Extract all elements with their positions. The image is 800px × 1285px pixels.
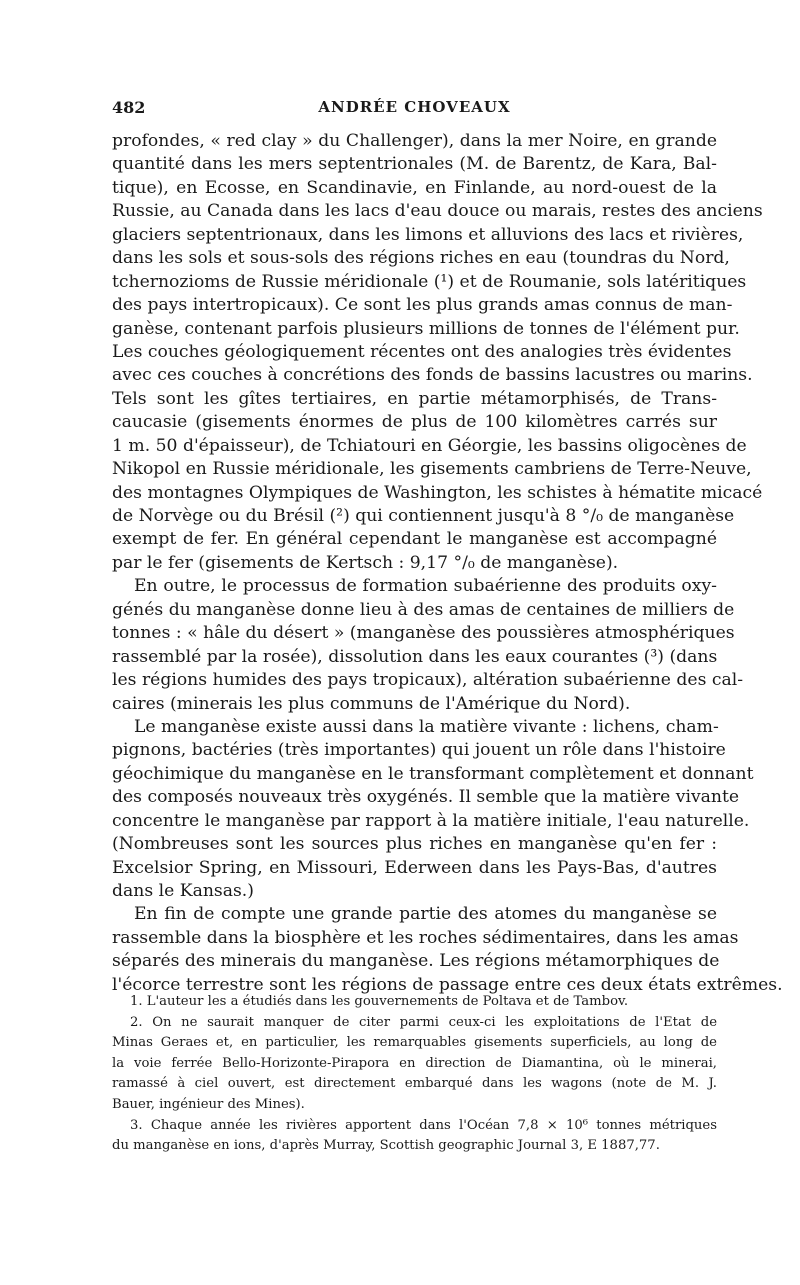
body-line: profondes, « red clay » du Challenger), dans la mer Noire, en grande — [112, 131, 717, 151]
body-line: rassemble dans la biosphère et les roches sédimentaires, dans les amas — [112, 927, 739, 948]
body-line: tique), en Ecosse, en Scandinavie, en Finlande, au nord-ouest de la — [112, 177, 717, 198]
footnote-line: 3. Chaque année les rivières apportent dans l'Océan 7,8 × 10⁶ tonnes métriques — [130, 1117, 717, 1133]
footnote-line: Bauer, ingénieur des Mines). — [112, 1096, 305, 1112]
footnote-line: 1. L'auteur les a étudiés dans les gouvernements de Poltava et de Tambov. — [130, 994, 629, 1009]
footnote-line: 2. On ne saurait manquer de citer parmi ceux-ci les exploitations de l'Etat de — [130, 1014, 717, 1030]
body-line: pignons, bactéries (très importantes) qui jouent un rôle dans l'histoire — [112, 740, 726, 761]
body-line: glaciers septentrionaux, dans les limons et alluvions des lacs et rivières, — [112, 224, 744, 245]
body-line: l'écorce terrestre sont les régions de passage entre ces deux états extrêmes. — [112, 974, 783, 995]
body-line: Le manganèse existe aussi dans la matière vivante : lichens, cham- — [134, 716, 719, 737]
body-line: les régions humides des pays tropicaux), altération subaérienne des cal- — [112, 670, 744, 691]
body-line: tonnes : « hâle du désert » (manganèse des poussières atmosphériques — [112, 623, 735, 644]
body-line: Excelsior Spring, en Missouri, Ederween dans les Pays-Bas, d'autres — [112, 857, 717, 878]
running-head: ANDRÉE CHOVEAUX — [318, 98, 511, 116]
body-line: génés du manganèse donne lieu à des amas de centaines de milliers de — [112, 599, 735, 620]
body-line: En outre, le processus de formation subaérienne des produits oxy- — [134, 576, 717, 597]
footnote-line: du manganèse en ions, d'après Murray, Scottish geographic Journal 3, E 1887,77. — [112, 1138, 660, 1154]
body-line: 1 m. 50 d'épaisseur), de Tchiatouri en Géorgie, les bassins oligocènes de — [112, 435, 747, 456]
body-line: séparés des minerais du manganèse. Les régions métamorphiques de — [112, 951, 720, 972]
body-line: Tels sont les gîtes tertiaires, en partie métamorphisés, de Trans- — [112, 388, 717, 409]
footnote-line: Minas Geraes et, en particulier, les remarquables gisements superficiels, au long de — [112, 1035, 717, 1051]
page-header — [112, 98, 717, 122]
body-line: par le fer (gisements de Kertsch : 9,17 °/₀ de manganèse). — [112, 552, 619, 573]
footnotes — [112, 992, 717, 1157]
body-line: dans le Kansas.) — [112, 881, 254, 901]
body-line: (Nombreuses sont les sources plus riches en manganèse qu'en fer : — [112, 834, 717, 855]
footnote-line: ramassé à ciel ouvert, est directement embarqué dans les wagons (note de M. J. — [112, 1076, 717, 1092]
body-line: concentre le manganèse par rapport à la matière initiale, l'eau naturelle. — [112, 810, 750, 831]
body-line: des composés nouveaux très oxygénés. Il semble que la matière vivante — [112, 787, 740, 808]
body-line: tchernozioms de Russie méridionale (¹) et de Roumanie, sols latéritiques — [112, 271, 747, 292]
body-line: des montagnes Olympiques de Washington, les schistes à hématite micacé — [112, 482, 763, 503]
body-line: quantité dans les mers septentrionales (M. de Barentz, de Kara, Bal- — [112, 154, 717, 175]
body-line: exempt de fer. En général cependant le manganèse est accompagné — [112, 529, 717, 550]
body-line: des pays intertropicaux). Ce sont les plus grands amas connus de man- — [112, 295, 733, 316]
body-line: avec ces couches à concrétions des fonds de bassins lacustres ou marins. — [112, 365, 753, 386]
body-line: rassemblé par la rosée), dissolution dans les eaux courantes (³) (dans — [112, 646, 718, 667]
body-line: En fin de compte une grande partie des atomes du manganèse se — [134, 904, 717, 925]
body-line: Russie, au Canada dans les lacs d'eau douce ou marais, restes des anciens — [112, 201, 763, 222]
body-line: dans les sols et sous-sols des régions riches en eau (toundras du Nord, — [112, 248, 730, 269]
page-number: 482 — [112, 98, 146, 117]
body-line: de Norvège ou du Brésil (²) qui contiennent jusqu'à 8 °/₀ de manganèse — [112, 506, 735, 526]
body-line: ganèse, contenant parfois plusieurs millions de tonnes de l'élément pur. — [112, 318, 740, 339]
body-line: Les couches géologiquement récentes ont des analogies très évidentes — [112, 341, 732, 362]
body-text — [112, 130, 783, 997]
body-line: géochimique du manganèse en le transformant complètement et donnant — [112, 763, 754, 784]
body-line: Nikopol en Russie méridionale, les gisements cambriens de Terre-Neuve, — [112, 459, 752, 480]
footnote-line: la voie ferrée Bello-Horizonte-Pirapora en direction de Diamantina, où le minerai, — [112, 1055, 717, 1071]
body-line: caires (minerais les plus communs de l'Amérique du Nord). — [112, 693, 631, 714]
body-line: caucasie (gisements énormes de plus de 100 kilomètres carrés sur — [112, 412, 717, 433]
